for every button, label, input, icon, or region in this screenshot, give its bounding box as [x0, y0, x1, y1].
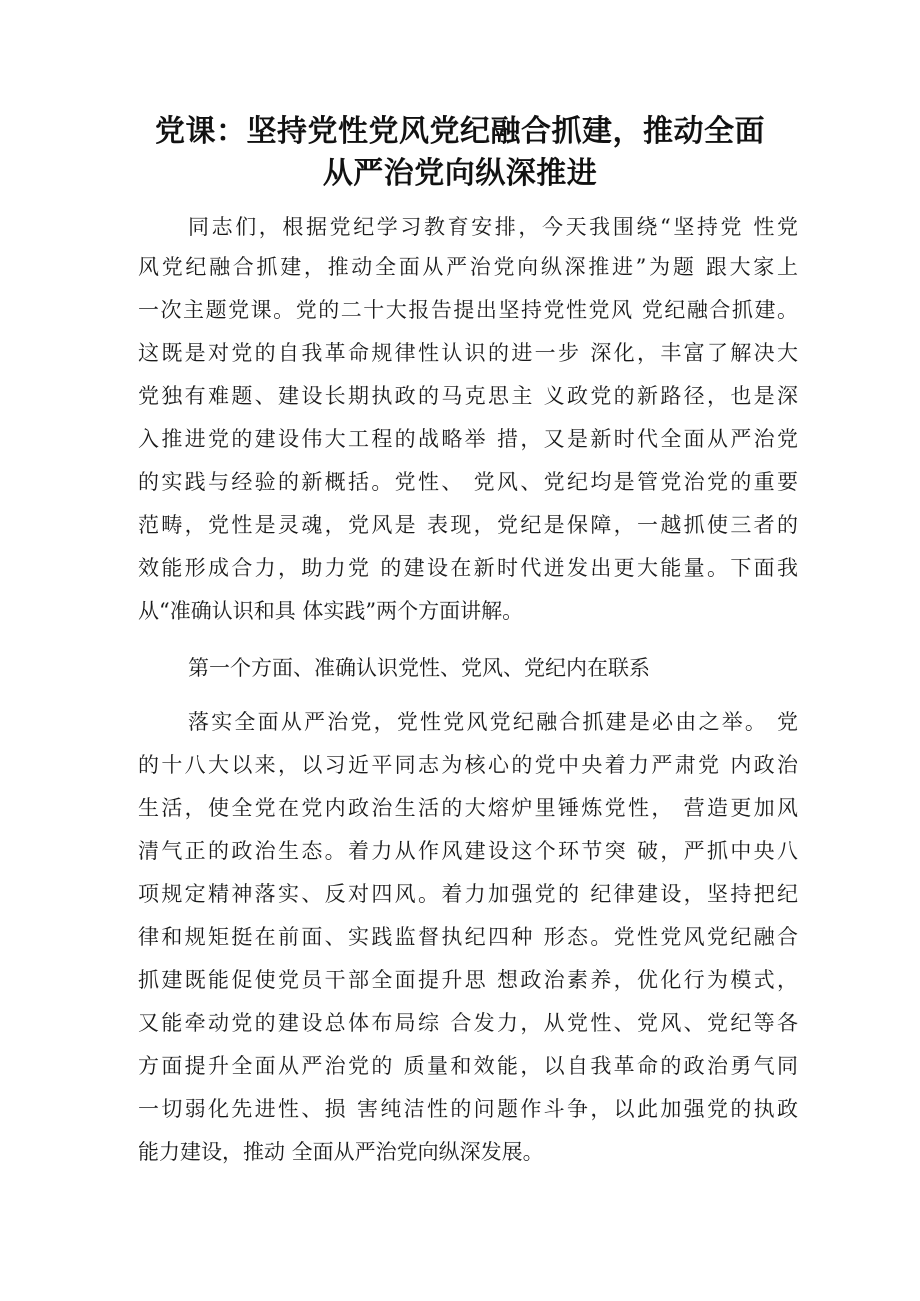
- document-title-line-1: 党课：坚持党性党风党纪融合抓建，推动全面: [155, 114, 765, 149]
- paragraph-1-line: 效能形成合力，助力党 的建设在新时代迸发出更大能量。下面我: [138, 556, 798, 580]
- paragraph-1-line: 党独有难题、建设长期执政的马克思主 义政党的新路径，也是深: [138, 384, 798, 408]
- paragraph-1-line: 风党纪融合抓建，推动全面从严治党向纵深推进”为题 跟大家上: [138, 255, 798, 279]
- paragraph-2-line: 一切弱化先进性、损 害纯洁性的问题作斗争，以此加强党的执政: [138, 1097, 798, 1121]
- paragraph-2-line: 抓建既能促使党员干部全面提升思 想政治素养，优化行为模式，: [138, 968, 798, 992]
- paragraph-2-line: 项规定精神落实、反对四风。着力加强党的 纪律建设，坚持把纪: [138, 882, 798, 906]
- paragraph-1-line: 入推进党的建设伟大工程的战略举 措，又是新时代全面从严治党: [138, 427, 798, 451]
- paragraph-1-line: 范畴，党性是灵魂，党风是 表现，党纪是保障，一越抓使三者的: [138, 513, 798, 537]
- paragraph-1-line: 一次主题党课。党的二十大报告提出坚持党性党风 党纪融合抓建。: [138, 298, 798, 322]
- paragraph-2-line: 方面提升全面从严治党的 质量和效能，以自我革命的政治勇气同: [138, 1054, 798, 1078]
- paragraph-2-line: 生活，使全党在党内政治生活的大熔炉里锤炼党性， 营造更加风: [138, 796, 798, 820]
- paragraph-2-line: 落实全面从严治党，党性党风党纪融合抓建是必由之举。 党: [188, 710, 798, 734]
- section-heading: 第一个方面、准确认识党性、党风、党纪内在联系: [188, 656, 650, 680]
- paragraph-1-line: 这既是对党的自我革命规律性认识的进一步 深化，丰富了解决大: [138, 341, 798, 365]
- paragraph-1-line: 的实践与经验的新概括。党性、 党风、党纪均是管党治党的重要: [138, 470, 798, 494]
- document-title-line-2: 从严治党向纵深推进: [322, 156, 598, 191]
- paragraph-2-line: 能力建设，推动 全面从严治党向纵深发展。: [138, 1140, 544, 1164]
- paragraph-1-line: 从“准确认识和具 体实践”两个方面讲解。: [138, 599, 524, 623]
- paragraph-2-line: 的十八大以来，以习近平同志为核心的党中央着力严肃党 内政治: [138, 753, 798, 777]
- paragraph-2-line: 清气正的政治生态。着力从作风建设这个环节突 破，严抓中央八: [138, 839, 798, 863]
- paragraph-2-line: 又能牵动党的建设总体布局综 合发力，从党性、党风、党纪等各: [138, 1011, 798, 1035]
- paragraph-2-line: 律和规矩挺在前面、实践监督执纪四种 形态。党性党风党纪融合: [138, 925, 798, 949]
- paragraph-1-line: 同志们，根据党纪学习教育安排，今天我围绕“坚持党 性党: [188, 215, 798, 239]
